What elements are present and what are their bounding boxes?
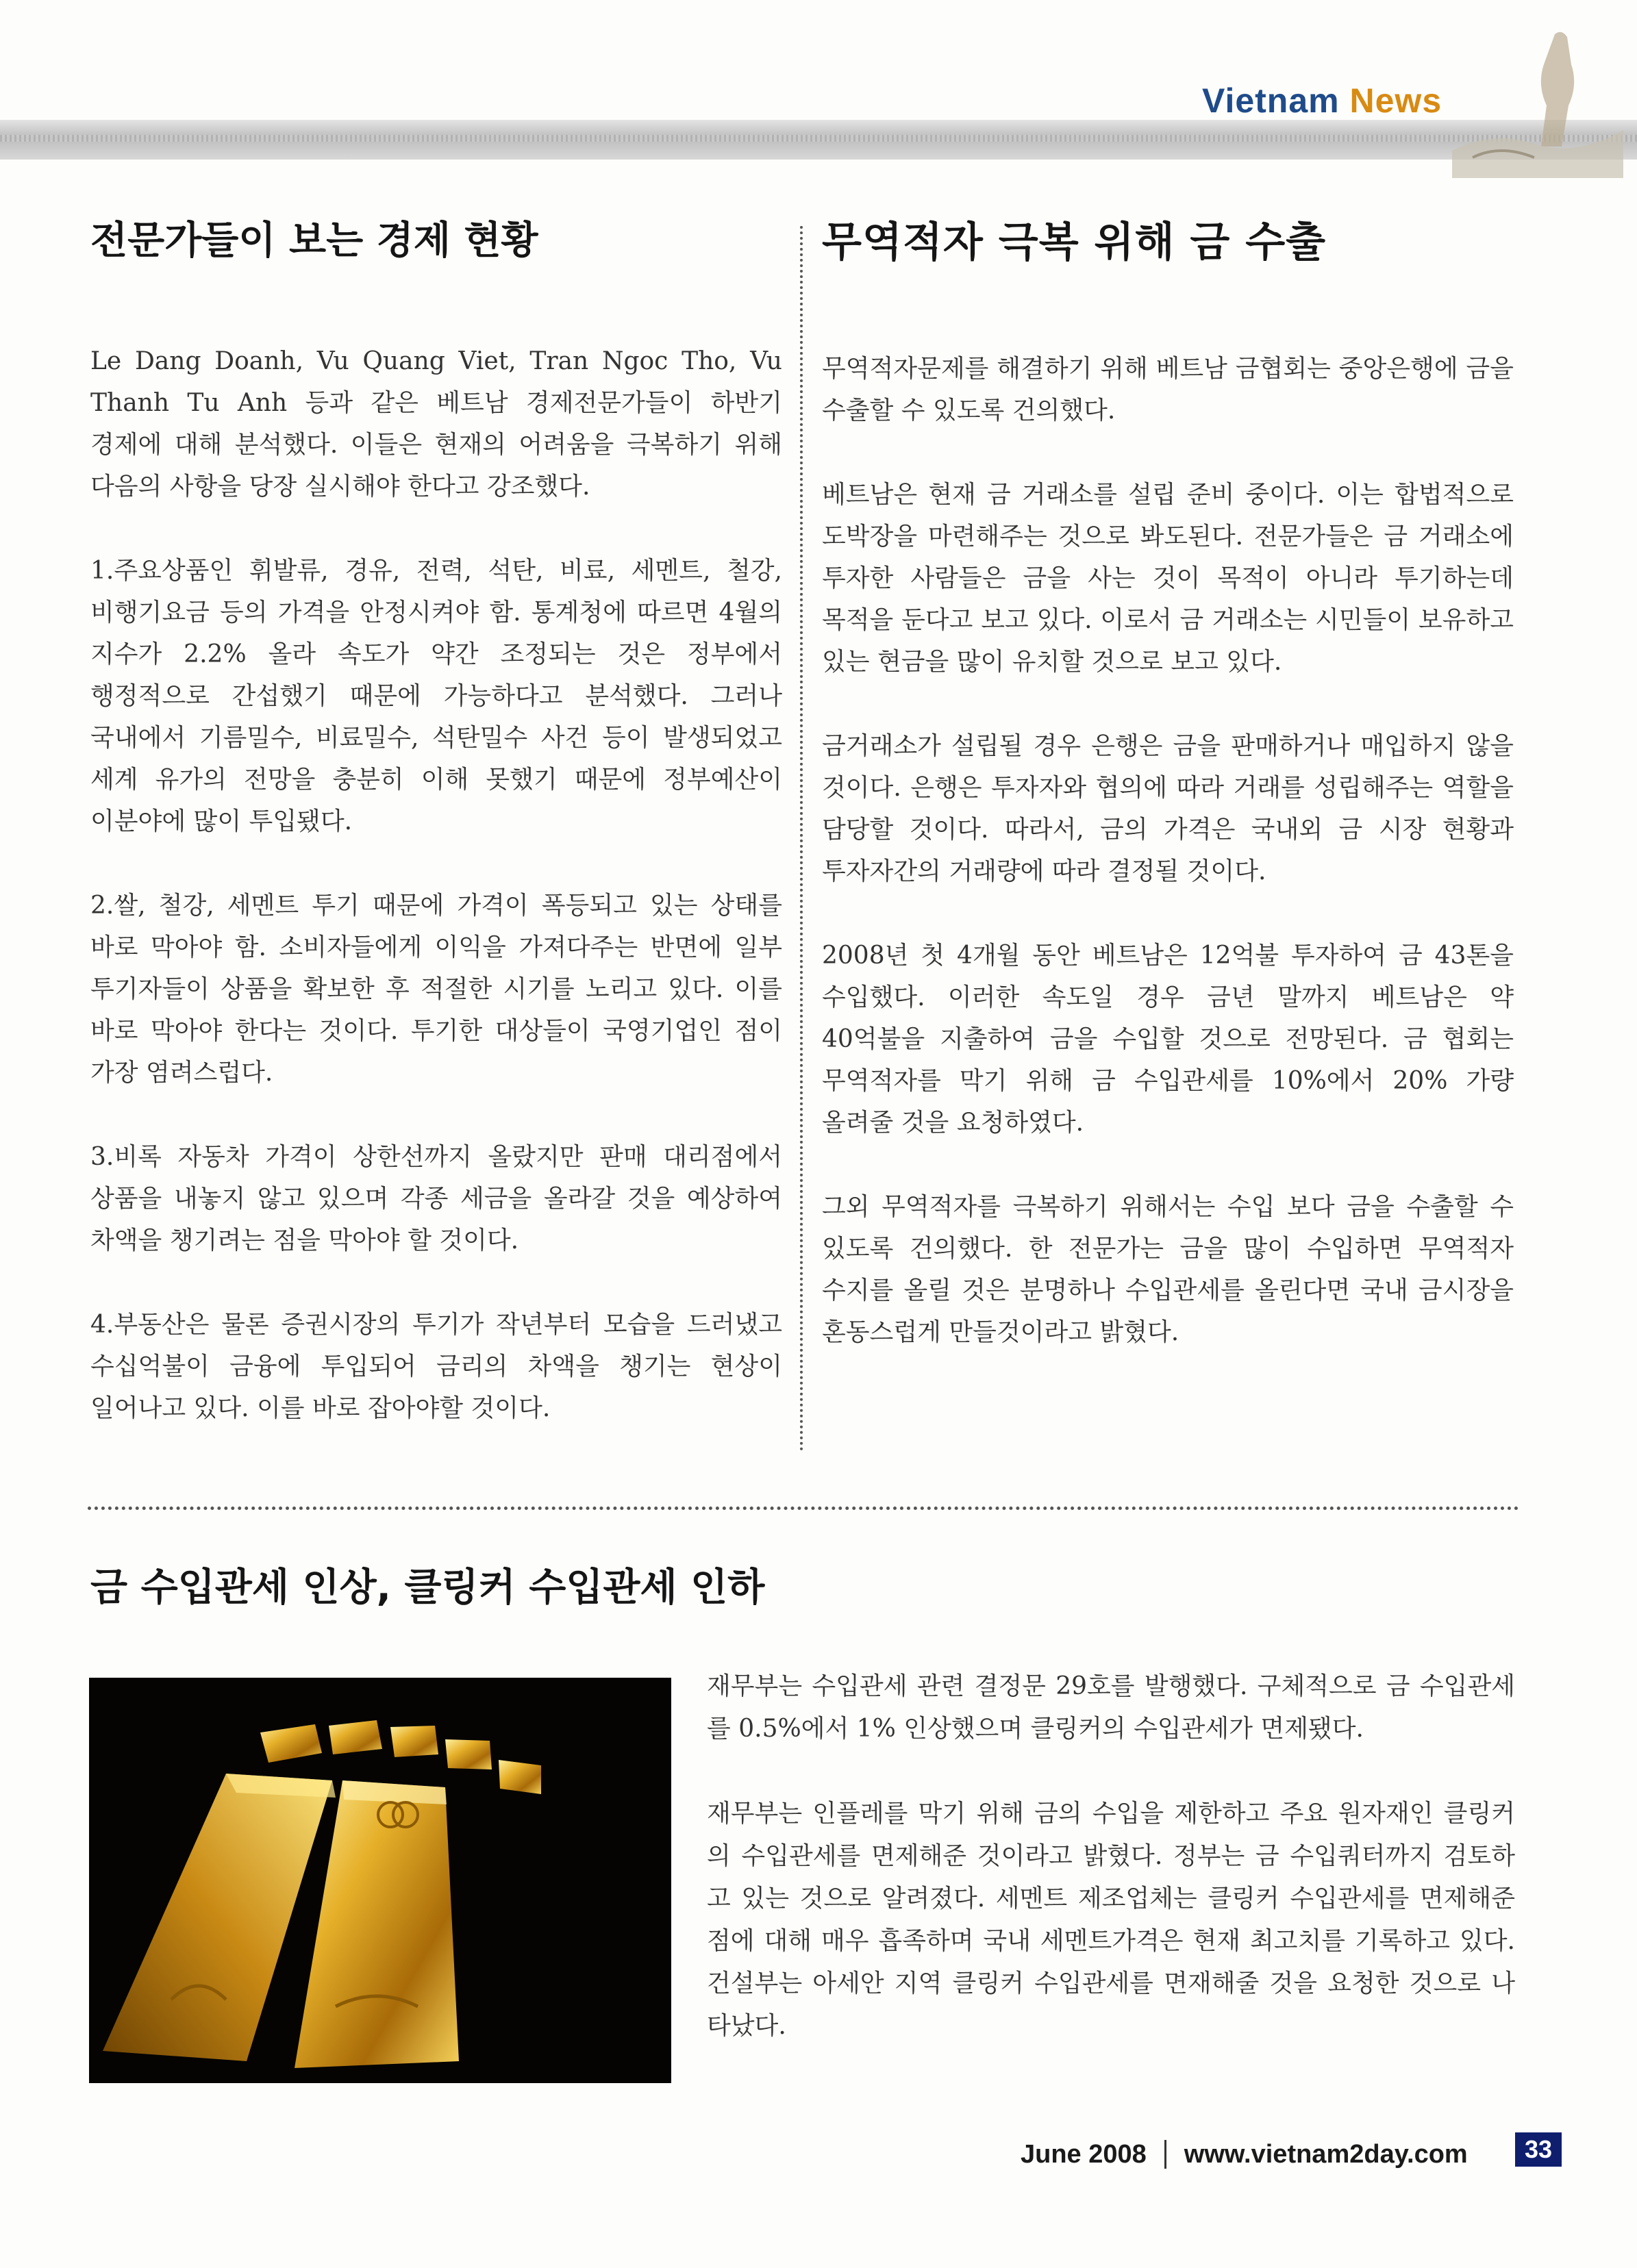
brand-vietnam: Vietnam bbox=[1202, 81, 1340, 120]
paragraph: 2.쌀, 철강, 세멘트 투기 때문에 가격이 폭등되고 있는 상태를 바로 막아야 함. 소비자들에게 이익을 가져다주는 반면에 일부 투기자들이 상품을 확보한 후 적절한 시기를 노리고 있다. 이를 바로 막아야 한다는 것이다. 투기한 대상들이 국영기업인 점이 가장 염려스럽다. bbox=[90, 892, 782, 1087]
paragraph: 재무부는 인플레를 막기 위해 금의 수입을 제한하고 주요 원자재인 클링커의 수입관세를 면제해준 것이라고 밝혔다. 정부는 금 수입쿼터까지 검토하고 있는 것으로 알려졌다. 세멘트 제조업체는 클링커 수입관세를 면제해준 점에 대해 매우 흡족하며 국내 세멘트가격은 현재 최고치를 기록하고 있다. 건설부는 아세안 지역 클링커 수입관세를 면재해줄 것을 요청한 것으로 나타났다. bbox=[707, 1800, 1515, 2040]
paragraph: 금거래소가 설립될 경우 은행은 금을 판매하거나 매입하지 않을 것이다. 은행은 투자자와 협의에 따라 거래를 성립해주는 역할을 담당할 것이다. 따라서, 금의 가격은 국내외 금 시장 현황과 투자자간의 거래량에 따라 결정될 것이다. bbox=[822, 732, 1514, 885]
paragraph: 3.비록 자동차 가격이 상한선까지 올랐지만 판매 대리점에서 상품을 내놓지 않고 있으며 각종 세금을 올라갈 것을 예상하여 차액을 챙기려는 점을 막아야 할 것이다. bbox=[90, 1143, 782, 1255]
paragraph: 2008년 첫 4개월 동안 베트남은 12억불 투자하여 금 43톤을 수입했다. 이러한 속도일 경우 금년 말까지 베트남은 약 40억불을 지출하여 금을 수입할 것으로 전망된다. 금 협회는 무역적자를 막기 위해 금 수입관세를 10%에서 20% 가량 올려줄 것을 요청하였다. bbox=[822, 942, 1514, 1137]
section-brand bbox=[1202, 81, 1442, 121]
bottom-article-body bbox=[707, 1665, 1515, 2090]
paragraph: 재무부는 수입관세 관련 결정문 29호를 발행했다. 구체적으로 금 수입관세를 0.5%에서 1% 인상했으며 클링커의 수입관세가 면제됐다. bbox=[707, 1672, 1515, 1743]
left-article bbox=[90, 218, 782, 1472]
footer-separator bbox=[1164, 2140, 1166, 2169]
paragraph: Le Dang Doanh, Vu Quang Viet, Tran Ngoc Tho, Vu Thanh Tu Anh 등과 같은 베트남 경제전문가들이 하반기 경제에 대해 분석했다. 이들은 현재의 어려움을 극복하기 위해 다음의 사항을 당장 실시해야 한다고 강조했다. bbox=[90, 347, 782, 501]
left-article-title: 전문가들이 보는 경제 현황 bbox=[90, 218, 538, 263]
gold-bars-illustration bbox=[89, 1678, 671, 2083]
website-url: www.vietnam2day.com bbox=[1184, 2139, 1468, 2169]
page-footer bbox=[1021, 2135, 1468, 2174]
right-article-title: 무역적자 극복 위해 금 수출 bbox=[822, 218, 1327, 266]
right-article bbox=[822, 218, 1514, 1396]
small-gold-bar bbox=[390, 1726, 438, 1757]
left-article-body bbox=[90, 340, 782, 1429]
paragraph: 그외 무역적자를 극복하기 위해서는 수입 보다 금을 수출할 수 있도록 건의했다. 한 전문가는 금을 많이 수입하면 무역적자 수지를 올릴 것은 분명하나 수입관세를 올린다면 국내 금시장을 혼동스럽게 만들것이라고 밝혔다. bbox=[822, 1193, 1514, 1346]
brand-news: News bbox=[1349, 81, 1442, 120]
column-divider bbox=[800, 226, 803, 1452]
small-gold-bar bbox=[329, 1720, 382, 1754]
header-band bbox=[0, 120, 1637, 160]
paragraph: 무역적자문제를 해결하기 위해 베트남 금협회는 중앙은행에 금을 수출할 수 있도록 건의했다. bbox=[822, 355, 1514, 425]
paragraph: 베트남은 현재 금 거래소를 설립 준비 중이다. 이는 합법적으로 도박장을 마련해주는 것으로 봐도된다. 전문가들은 금 거래소에 투자한 사람들은 금을 사는 것이 목적이 아니라 투기하는데 목적을 둔다고 보고 있다. 이로서 금 거래소는 시민들이 보유하고 있는 현금을 많이 유치할 것으로 보고 있다. bbox=[822, 481, 1514, 676]
page-number-badge: 33 bbox=[1515, 2132, 1562, 2167]
paragraph: 4.부동산은 물론 증권시장의 투기가 작년부터 모습을 드러냈고 수십억불이 금융에 투입되어 금리의 차액을 챙기는 현상이 일어나고 있다. 이를 바로 잡아야할 것이다. bbox=[90, 1311, 782, 1423]
issue-date: June 2008 bbox=[1021, 2139, 1147, 2169]
small-gold-bar bbox=[445, 1739, 492, 1769]
gold-bars-photo bbox=[89, 1678, 671, 2083]
section-divider bbox=[88, 1507, 1519, 1510]
bottom-article-title: 금 수입관세 인상, 클링커 수입관세 인하 bbox=[90, 1565, 765, 1610]
paragraph: 1.주요상품인 휘발류, 경유, 전력, 석탄, 비료, 세멘트, 철강, 비행기요금 등의 가격을 안정시켜야 함. 통계청에 따르면 4월의 지수가 2.2% 올라 속도가 약간 조정되는 것은 정부에서 행정적으로 간섭했기 때문에 가능하다고 분석했다. 그러나 국내에서 기름밀수, 비료밀수, 석탄밀수 사건 등이 발생되었고 세계 유가의 전망을 충분히 이해 못했기 때문에 정부예산이 이분야에 많이 투입됐다. bbox=[90, 557, 782, 836]
right-article-body bbox=[822, 348, 1514, 1353]
header-decoration-illustration bbox=[1452, 21, 1623, 178]
small-gold-bar bbox=[499, 1760, 541, 1794]
